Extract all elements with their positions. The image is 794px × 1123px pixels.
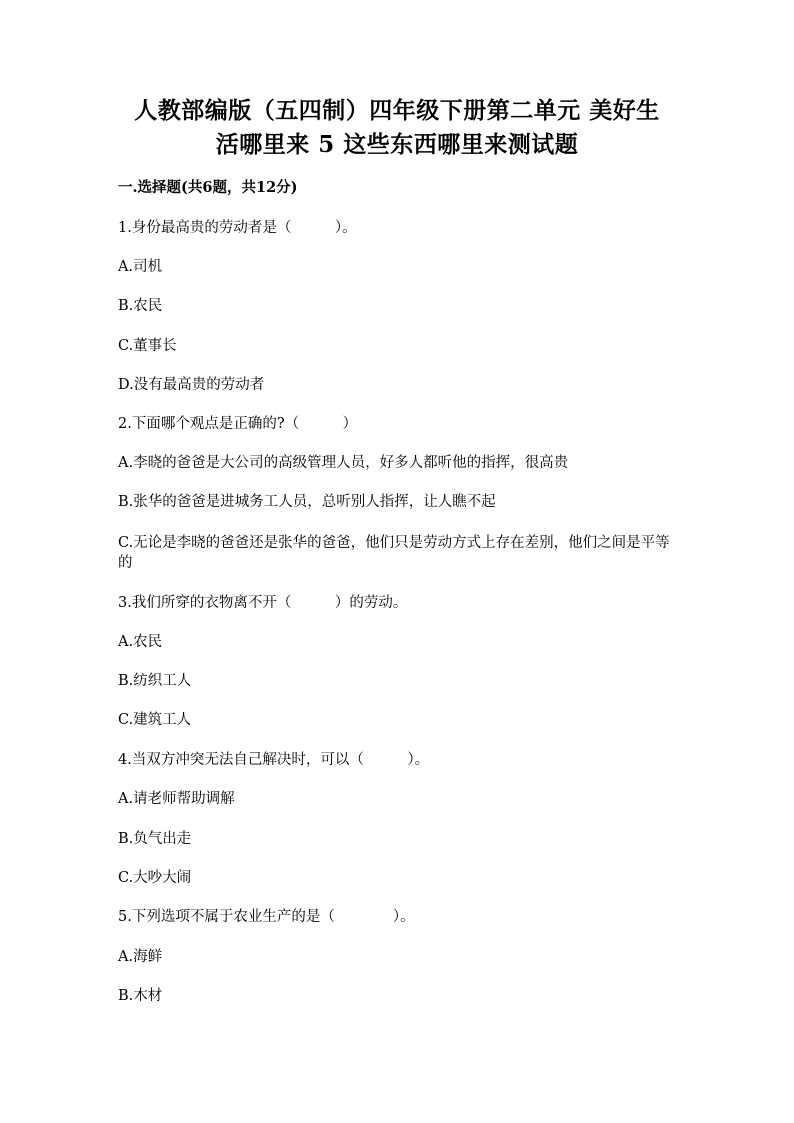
question-3-option-c: C.建筑工人 (118, 712, 192, 728)
question-5-option-b: B.木材 (118, 988, 163, 1004)
question-1-stem: 1.身份最高贵的劳动者是（ ）。 (118, 220, 357, 236)
question-1-option-b: B.农民 (118, 298, 163, 314)
question-2-stem: 2.下面哪个观点是正确的?（ ） (118, 416, 358, 432)
question-3-stem: 3.我们所穿的衣物离不开（ ）的劳动。 (118, 595, 408, 611)
question-4-option-c: C.大吵大闹 (118, 870, 192, 886)
question-5-stem: 5.下列选项不属于农业生产的是（ ）。 (118, 909, 415, 925)
question-5-option-a: A.海鲜 (118, 949, 163, 965)
question-4-option-b: B.负气出走 (118, 831, 192, 847)
question-3-option-b: B.纺织工人 (118, 673, 192, 689)
document-title-line-2: 活哪里来 5 这些东西哪里来测试题 (215, 131, 579, 158)
document-title-line-1: 人教部编版（五四制）四年级下册第二单元 美好生 (134, 97, 660, 124)
question-3-option-a: A.农民 (118, 634, 163, 650)
question-2-option-c: C.无论是李晓的爸爸还是张华的爸爸，他们只是劳动方式上存在差别，他们之间是平等的 (118, 535, 670, 571)
question-4-stem: 4.当双方冲突无法自己解决时，可以（ ）。 (118, 752, 430, 768)
question-1-option-c: C.董事长 (118, 338, 177, 354)
question-2-option-a: A.李晓的爸爸是大公司的高级管理人员，好多人都听他的指挥，很高贵 (118, 455, 569, 471)
question-2-option-b: B.张华的爸爸是进城务工人员，总听别人指挥，让人瞧不起 (118, 494, 496, 510)
section-heading: 一.选择题(共6题，共12分) (118, 179, 298, 196)
question-1-option-a: A.司机 (118, 259, 163, 275)
question-1-option-d: D.没有最高贵的劳动者 (118, 377, 265, 393)
question-4-option-a: A.请老师帮助调解 (118, 791, 235, 807)
